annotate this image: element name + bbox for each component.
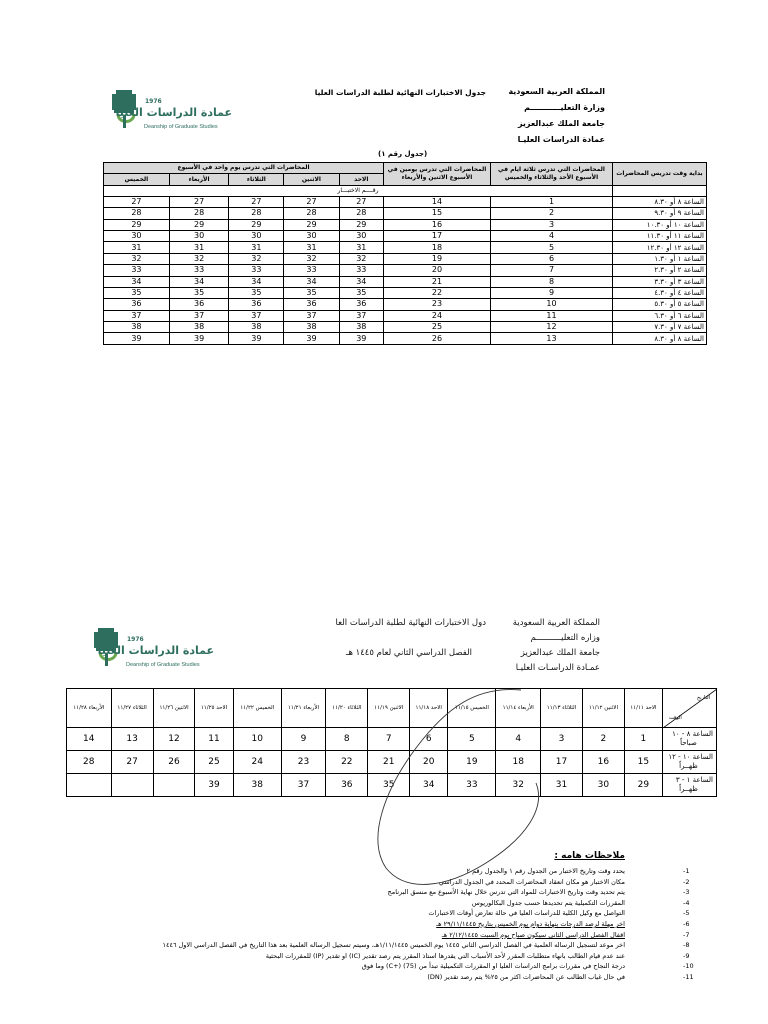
exam-number-cell: 10 — [233, 728, 281, 751]
one-day-cell: 32 — [229, 253, 284, 264]
two-days-cell: 14 — [384, 196, 491, 207]
exam-number-cell: 23 — [281, 751, 325, 774]
one-day-cell: 31 — [169, 242, 229, 253]
two-days-cell: 25 — [384, 322, 491, 333]
one-day-cell: 29 — [229, 219, 284, 230]
one-day-cell: 31 — [104, 242, 170, 253]
corner-time-label: الوقت — [669, 715, 682, 721]
col-start-time: بداية وقت تدريس المحاضرات — [613, 163, 707, 186]
one-day-cell: 36 — [339, 299, 383, 310]
exam-number-cell: 19 — [448, 751, 496, 774]
one-day-cell: 30 — [339, 230, 383, 241]
note-number: -2 — [683, 877, 690, 886]
note-number: -10 — [683, 962, 694, 971]
time-slot-line1: الساعة ١٠ - ١٢ — [668, 753, 713, 761]
deanship-logo-bottom — [92, 626, 212, 672]
date-header: الثلاثاء ١١/٢٧ — [111, 689, 153, 728]
exam-number-cell: 32 — [496, 774, 540, 797]
time-slot-line1: الساعة ٨ - ١٠ — [672, 730, 713, 738]
one-day-cell: 28 — [284, 208, 339, 219]
note-text: اخر موعد لتسجيل الرساله العلمية في الفصل الدراسي الثاني ١٤٤٥ يوم الخميس ١/١١/١٤٤٥هـ، وسيتم تسجيل الرساله العلمية بعد هذا التاريخ في الفصل الدراسي الاول ١٤٤٦ — [162, 941, 625, 950]
note-number: -1 — [683, 867, 690, 875]
exam-number-cell: 27 — [111, 751, 153, 774]
note-number: -4 — [683, 898, 690, 907]
date-header: الأربعاء ١١/١٤ — [496, 689, 540, 728]
note-number: -8 — [683, 941, 690, 950]
two-days-cell: 16 — [384, 219, 491, 230]
time-cell: الساعة ٨ أو ٨.٣٠ — [613, 333, 707, 344]
three-days-cell: 5 — [491, 242, 613, 253]
one-day-cell: 29 — [169, 219, 229, 230]
exam-number-cell: 3 — [540, 728, 582, 751]
logo-year: 1976 — [127, 636, 144, 643]
one-day-cell: 38 — [169, 322, 229, 333]
table-row — [104, 299, 707, 310]
one-day-cell: 38 — [104, 322, 170, 333]
exam-number-cell: 15 — [624, 751, 662, 774]
exam-number-cell: 26 — [153, 751, 195, 774]
one-day-cell: 33 — [339, 265, 383, 276]
note-text: عند عدم قيام الطالب بانهاء متطلبات المقرر لأحد الأسباب التي يقدرها استاذ المقرر يتم رصد تقدير (IC) او تقدير (IP) للمقررات البحثية — [265, 951, 625, 960]
date-header: الاثنين ١١/٢٦ — [153, 689, 195, 728]
table-row — [104, 333, 707, 344]
one-day-cell: 30 — [169, 230, 229, 241]
table-row — [104, 265, 707, 276]
time-slot-line2: ظهــراً — [679, 762, 698, 770]
two-days-cell: 20 — [384, 265, 491, 276]
exam-number-cell: 22 — [326, 751, 368, 774]
exam-number-cell: 11 — [195, 728, 233, 751]
note-text: اقفال الفصل الدراسي الثاني سيكون صباح يوم السبت ٢/١٢/١٤٤٥ هـ — [441, 930, 625, 939]
time-slot-line1: الساعة ١ - ٣ — [675, 776, 713, 784]
one-day-cell: 37 — [169, 310, 229, 321]
exam-number-cell: 31 — [540, 774, 582, 797]
time-cell: الساعة ٢ أو ٢.٣٠ — [613, 265, 707, 276]
table-row — [104, 219, 707, 230]
time-cell: الساعة ٣ أو ٣.٣٠ — [613, 276, 707, 287]
header-line-4: عمادة الدراسات العليـا — [517, 135, 605, 144]
one-day-cell: 27 — [104, 196, 170, 207]
one-day-cell: 28 — [229, 208, 284, 219]
exam-number-cell: 12 — [153, 728, 195, 751]
exam-number-cell: 37 — [281, 774, 325, 797]
table-row — [104, 208, 707, 219]
table-label: (جدول رقم ١) — [378, 150, 428, 158]
time-slot-cell — [663, 728, 717, 751]
logo-english-name: Deanship of Graduate Studies — [144, 124, 218, 130]
one-day-cell: 36 — [284, 299, 339, 310]
three-days-cell: 11 — [491, 310, 613, 321]
three-days-cell: 6 — [491, 253, 613, 264]
time-cell: الساعة ١٠ أو ١٠.٣٠ — [613, 219, 707, 230]
note-number: -5 — [683, 909, 690, 918]
one-day-cell: 27 — [229, 196, 284, 207]
exam-number-cell: 29 — [624, 774, 662, 797]
table-row — [104, 310, 707, 321]
header-line-2: وزارة التعليـــــــــــم — [524, 103, 605, 112]
time-cell: الساعة ٤ أو ٤.٣٠ — [613, 287, 707, 298]
one-day-cell: 35 — [229, 287, 284, 298]
one-day-cell: 38 — [284, 322, 339, 333]
one-day-cell: 31 — [229, 242, 284, 253]
document-title-2: دول الاختبارات النهائية لطلبة الدراسات العا — [335, 618, 486, 628]
time-cell: الساعة ١١ أو ١١.٣٠ — [613, 230, 707, 241]
one-day-cell: 29 — [339, 219, 383, 230]
one-day-cell: 33 — [169, 265, 229, 276]
header2-line-3: جامعة الملك عبدالعزيز — [520, 648, 600, 658]
header2-line-4: عمـادة الدراسـات العليـا — [515, 663, 600, 673]
exam-number-cell: 30 — [583, 774, 625, 797]
one-day-cell: 34 — [229, 276, 284, 287]
exam-number-cell: 36 — [326, 774, 368, 797]
one-day-cell: 34 — [169, 276, 229, 287]
three-days-cell: 13 — [491, 333, 613, 344]
one-day-cell: 27 — [169, 196, 229, 207]
note-text: في حال غياب الطالب عن المحاضرات اكثر من ٢٥% يتم رصد تقدير (DN) — [427, 973, 625, 981]
document-title: جدول الاختبارات النهائية لطلبة الدراسات العليا — [314, 88, 486, 97]
exam-number-cell: 13 — [111, 728, 153, 751]
exam-number-cell: 9 — [281, 728, 325, 751]
exam-number-cell: 33 — [448, 774, 496, 797]
exam-number-cell: 16 — [583, 751, 625, 774]
exam-number-cell: 35 — [368, 774, 410, 797]
one-day-cell: 35 — [284, 287, 339, 298]
exam-number-cell: 7 — [368, 728, 410, 751]
two-days-cell: 18 — [384, 242, 491, 253]
note-text: اخر مهلة لرصد الدرجات بنهاية دوام يوم الخميس بتاريخ ٢٩/١١/١٤٤٥ هـ — [436, 920, 625, 928]
table-row — [104, 322, 707, 333]
date-header: الاحد ١١/١٨ — [410, 689, 448, 728]
note-number: -9 — [683, 951, 690, 960]
three-days-cell: 12 — [491, 322, 613, 333]
two-days-cell: 17 — [384, 230, 491, 241]
two-days-cell: 15 — [384, 208, 491, 219]
one-day-cell: 35 — [339, 287, 383, 298]
table-row — [104, 253, 707, 264]
one-day-cell: 37 — [284, 310, 339, 321]
exam-number-cell: 39 — [195, 774, 233, 797]
exam-time-table — [103, 162, 707, 345]
time-slot-cell — [663, 774, 717, 797]
one-day-cell: 32 — [284, 253, 339, 264]
time-cell: الساعة ٩ أو ٩.٣٠ — [613, 208, 707, 219]
two-days-cell: 19 — [384, 253, 491, 264]
one-day-cell: 33 — [104, 265, 170, 276]
one-day-cell: 28 — [104, 208, 170, 219]
one-day-cell: 30 — [104, 230, 170, 241]
exam-number-cell: 28 — [67, 751, 112, 774]
date-header: الأربعاء ١١/٢١ — [281, 689, 325, 728]
exam-number-cell: 25 — [195, 751, 233, 774]
time-cell: الساعة ٧ أو ٧.٣٠ — [613, 322, 707, 333]
header-line-1: المملكة العربية السعودية — [508, 87, 605, 96]
exam-number-cell: 21 — [368, 751, 410, 774]
one-day-cell: 39 — [229, 333, 284, 344]
exam-number-cell — [67, 774, 112, 797]
semester-label: الفصل الدراسي الثاني لعام ١٤٤٥ هـ — [345, 648, 472, 658]
header2-line-1: المملكة العربية السعودية — [512, 618, 600, 628]
date-header: الاحد ١١/١١ — [624, 689, 662, 728]
time-cell: الساعة ١ أو ١.٣٠ — [613, 253, 707, 264]
one-day-cell: 33 — [284, 265, 339, 276]
note-text: درجة النجاح في مقررات برامج الدراسات العليا او المقررات التكميلية تبدأ من (75) (+C) وما فوق — [361, 962, 625, 971]
two-days-cell: 26 — [384, 333, 491, 344]
one-day-cell: 35 — [169, 287, 229, 298]
exam-number-cell — [111, 774, 153, 797]
date-header: الاثنين ١١/١٢ — [583, 689, 625, 728]
three-days-cell: 8 — [491, 276, 613, 287]
day-wednesday: الأربعاء — [169, 174, 229, 185]
time-cell: الساعة ٥ أو ٥.٣٠ — [613, 299, 707, 310]
header2-line-2: وزاره التعليــــــــــم — [530, 633, 600, 643]
date-header: الخميس ١١/١٥ — [448, 689, 496, 728]
three-days-cell: 4 — [491, 230, 613, 241]
col-two-days: المحاضرات التي تدرس يومين في الأسبوع الاثنين والأربعاء — [384, 163, 491, 186]
exam-number-cell: 34 — [410, 774, 448, 797]
date-header: الخميس ١١/٢٢ — [233, 689, 281, 728]
two-days-cell: 21 — [384, 276, 491, 287]
one-day-cell: 39 — [284, 333, 339, 344]
note-text: يتم تحديد وقت وتاريخ الاختبارات للمواد التي تدرس خلال نهاية الأسبوع مع منسق البرنامج — [387, 888, 625, 897]
one-day-cell: 30 — [284, 230, 339, 241]
day-monday: الاثنين — [284, 174, 339, 185]
one-day-cell: 32 — [339, 253, 383, 264]
one-day-cell: 32 — [169, 253, 229, 264]
exam-number-cell: 38 — [233, 774, 281, 797]
note-text: المقررات التكميلية يتم تحديدها حسب جدول البكالوريوس — [471, 898, 625, 907]
day-tuesday: الثلاثاء — [229, 174, 284, 185]
three-days-cell: 7 — [491, 265, 613, 276]
time-cell: الساعة ٨ أو ٨.٣٠ — [613, 196, 707, 207]
one-day-cell: 39 — [104, 333, 170, 344]
one-day-cell: 32 — [104, 253, 170, 264]
table-row — [104, 230, 707, 241]
one-day-cell: 39 — [169, 333, 229, 344]
one-day-cell: 31 — [339, 242, 383, 253]
exam-number-label: رقــــم الاختبـــار — [104, 185, 613, 196]
day-thursday: الخميس — [104, 174, 170, 185]
two-days-cell: 23 — [384, 299, 491, 310]
table-row — [104, 276, 707, 287]
one-day-cell: 37 — [229, 310, 284, 321]
one-day-cell: 37 — [104, 310, 170, 321]
one-day-cell: 36 — [229, 299, 284, 310]
one-day-cell: 38 — [339, 322, 383, 333]
one-day-cell: 34 — [104, 276, 170, 287]
exam-number-cell: 1 — [624, 728, 662, 751]
note-number: -11 — [683, 973, 694, 981]
time-slot-line2: صباحاً — [680, 739, 697, 747]
one-day-cell: 39 — [339, 333, 383, 344]
three-days-cell: 2 — [491, 208, 613, 219]
exam-number-cell: 5 — [448, 728, 496, 751]
notes-title: ملاحظات هامه : — [554, 851, 625, 861]
three-days-cell: 1 — [491, 196, 613, 207]
one-day-cell: 28 — [169, 208, 229, 219]
header-line-3: جامعة الملك عبدالعزيز — [517, 119, 605, 128]
col-one-day-group: المحاضرات التي تدرس يوم واحد في الأسبوع — [104, 163, 384, 174]
exam-number-cell: 6 — [410, 728, 448, 751]
one-day-cell: 38 — [229, 322, 284, 333]
exam-number-cell: 20 — [410, 751, 448, 774]
exam-number-cell: 4 — [496, 728, 540, 751]
corner-cell — [663, 689, 717, 728]
time-cell: الساعة ٦ أو ٦.٣٠ — [613, 310, 707, 321]
date-header: الثلاثاء ١١/٢٠ — [326, 689, 368, 728]
one-day-cell: 36 — [104, 299, 170, 310]
one-day-cell: 27 — [339, 196, 383, 207]
date-header: الاحد ١١/٢٥ — [195, 689, 233, 728]
note-number: -7 — [683, 930, 690, 939]
two-days-cell: 22 — [384, 287, 491, 298]
one-day-cell: 34 — [284, 276, 339, 287]
one-day-cell: 35 — [104, 287, 170, 298]
time-slot-line2: ظهــراً — [679, 785, 698, 793]
note-number: -6 — [683, 920, 690, 928]
exam-number-cell: 17 — [540, 751, 582, 774]
one-day-cell: 31 — [284, 242, 339, 253]
exam-number-cell: 18 — [496, 751, 540, 774]
exam-number-cell: 24 — [233, 751, 281, 774]
one-day-cell: 34 — [339, 276, 383, 287]
one-day-cell: 29 — [284, 219, 339, 230]
table-row — [104, 287, 707, 298]
one-day-cell: 28 — [339, 208, 383, 219]
time-slot-cell — [663, 751, 717, 774]
logo-english-name: Deanship of Graduate Studies — [126, 662, 200, 668]
note-text: التواصل مع وكيل الكلية للدراسات العليا في حالة تعارض أوقات الاختبارات — [428, 909, 625, 918]
note-text: مكان الاختبار هو مكان انعقاد المحاضرات المحدد في الجدول الدراسي — [438, 877, 625, 886]
two-days-cell: 24 — [384, 310, 491, 321]
table-row — [104, 242, 707, 253]
deanship-logo-top — [110, 88, 230, 134]
one-day-cell: 27 — [284, 196, 339, 207]
three-days-cell: 9 — [491, 287, 613, 298]
one-day-cell: 37 — [339, 310, 383, 321]
logo-year: 1976 — [145, 98, 162, 105]
exam-number-cell: 14 — [67, 728, 112, 751]
day-sunday: الاحد — [339, 174, 383, 185]
three-days-cell: 3 — [491, 219, 613, 230]
logo-arabic-name: عمادة الدراسات العليا — [115, 106, 232, 119]
date-header: الثلاثاء ١١/١٣ — [540, 689, 582, 728]
note-number: -3 — [683, 888, 690, 897]
three-days-cell: 10 — [491, 299, 613, 310]
one-day-cell: 29 — [104, 219, 170, 230]
corner-date-label: التاريخ — [697, 695, 710, 701]
one-day-cell: 30 — [229, 230, 284, 241]
table-row — [104, 196, 707, 207]
date-header: الاثنين ١١/١٩ — [368, 689, 410, 728]
note-text: يحدد وقت وتاريخ الاختبار من الجدول رقم ١ والجدول رقم ٢ — [466, 867, 625, 875]
time-cell: الساعة ١٢ أو ١٢.٣٠ — [613, 242, 707, 253]
one-day-cell: 33 — [229, 265, 284, 276]
exam-number-cell: 8 — [326, 728, 368, 751]
one-day-cell: 36 — [169, 299, 229, 310]
logo-arabic-name: عمادة الدراسات العليا — [97, 644, 214, 657]
exam-number-cell: 2 — [583, 728, 625, 751]
col-three-days: المحاضرات التي تدرس ثلاثة ايام في الأسبوع الأحد والثلاثاء والخميس — [491, 163, 613, 186]
exam-number-cell — [153, 774, 195, 797]
date-header: الأربعاء ١١/٢٨ — [67, 689, 112, 728]
